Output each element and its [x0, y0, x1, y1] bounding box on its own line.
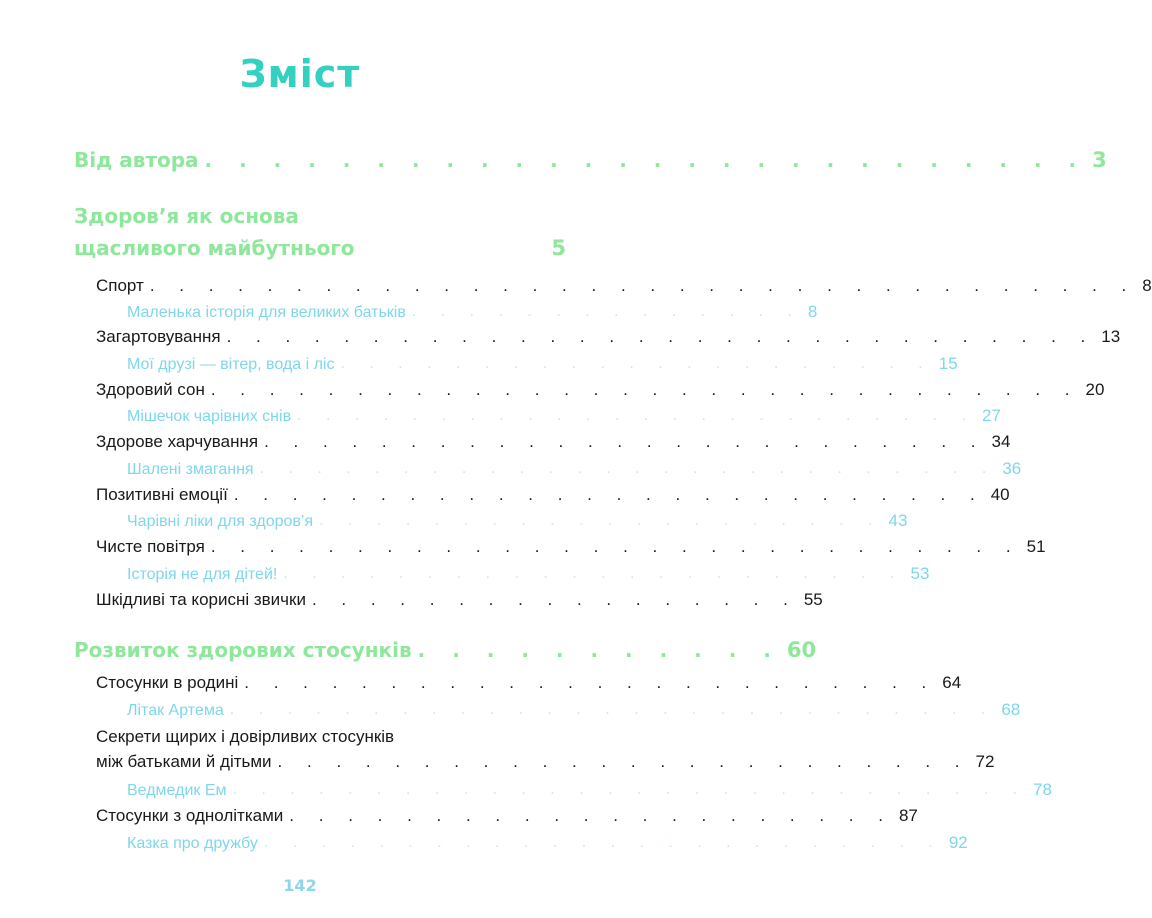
leader-dots: . . . . . . . . . . .	[417, 638, 781, 662]
toc-entry-page: 68	[1001, 700, 1021, 719]
toc-entry-text: щасливого майбутнього	[74, 236, 355, 260]
toc-item-entry	[96, 380, 1105, 400]
toc-entry-page: 20	[1085, 380, 1105, 399]
toc-entry-page: 78	[1033, 780, 1052, 799]
toc-entry-text: Спорт	[96, 276, 144, 295]
page-number: 142	[283, 876, 317, 895]
toc-subentry	[118, 406, 1001, 426]
toc-entry-text: Чарівні ліки для здоров’я	[127, 513, 314, 530]
toc-entry-page: 27	[982, 406, 1001, 425]
toc-subentry	[118, 459, 1022, 479]
toc-entry-text: Позитивні емоції	[96, 485, 228, 504]
toc-entry-text: Історія не для дітей!	[127, 566, 278, 583]
toc-item-entry	[96, 806, 918, 826]
toc-section-entry	[74, 204, 566, 228]
toc-entry-page: 43	[888, 511, 908, 530]
toc-entry-text: Шкідливі та корисні звички	[96, 590, 306, 609]
toc-section-entry	[74, 236, 566, 260]
toc-entry-text: Розвиток здорових стосунків	[74, 638, 412, 662]
toc-item-entry	[96, 276, 1152, 296]
toc-item-entry	[96, 673, 962, 693]
leader-dots: . . . . . . . . . . . . . . . . . . . . . . . . . . . . . .	[226, 327, 1096, 346]
leader-dots: . . . . . . . . . . . . . . . . . . . . . . . .	[244, 673, 937, 692]
leader-dots: . . . . . . . . . . . . . . . . . . . . . . . .	[297, 407, 976, 424]
toc-entry-page: 36	[1002, 459, 1022, 478]
toc-entry-text: між батьками й дітьми	[96, 752, 272, 771]
toc-entry-page: 8	[807, 302, 818, 321]
toc-entry-text: Мої друзі — вітер, вода і ліс	[127, 356, 335, 373]
toc-entry-page: 87	[898, 806, 918, 825]
toc-entry-text: Стосунки з однолітками	[96, 806, 284, 825]
toc-entry-page: 13	[1101, 327, 1121, 346]
leader-dots: . . . . . . . . . . . . . . . . . . . . . . . . . .	[259, 460, 997, 477]
leader-dots: . . . . . . . . . . . . . . . . . . . . . . . . . . . .	[210, 537, 1021, 556]
toc-entry-page: 51	[1026, 537, 1046, 556]
leader-dots: . . . . . . . . . . . . . . . . . . . . . . . . . . . .	[232, 781, 1027, 798]
toc-entry-text: Казка про дружбу	[127, 835, 258, 852]
toc-item-entry	[96, 432, 1011, 452]
leader-dots: . . . . . . . . . . . . . . . . . . . . . . . .	[277, 752, 970, 771]
toc-entry-text: Від автора	[74, 148, 199, 172]
toc-entry-text: Загартовування	[96, 327, 221, 346]
toc-entry-page: 53	[910, 564, 930, 583]
leader-dots: . . . . . . . . . . . . . . . . . . . . . . . . . . . . . . . . . .	[149, 276, 1137, 295]
toc-entry-text: Секрети щирих і довірливих стосунків	[96, 727, 395, 746]
toc-entry-page: 40	[990, 485, 1010, 504]
toc-entry-page: 72	[975, 752, 995, 771]
leader-dots: . . . . . . . . . . . . . . . . .	[311, 590, 798, 609]
toc-subentry	[118, 700, 1021, 720]
toc-item-entry	[96, 327, 1121, 347]
toc-item-entry	[96, 752, 995, 772]
leader-dots: . . . . . . . . . . . . . . . . . . . . . . . . . .	[233, 485, 985, 504]
toc-entry-text: Мішечок чарівних снів	[127, 408, 292, 425]
toc-item-entry	[96, 727, 566, 747]
leader-dots: . . . . . . . . . . . . . . . . . . . . . . . .	[263, 834, 943, 851]
toc-entry-text: Літак Артема	[127, 702, 224, 719]
toc-title: Зміст	[239, 52, 361, 96]
toc-subentry	[118, 833, 968, 853]
toc-subentry	[118, 354, 958, 374]
toc-item-entry	[96, 485, 1010, 505]
toc-entry-page: 15	[938, 354, 958, 373]
leader-dots: . . . . . . . . . . . . . . . . . . . . . . . . . . .	[229, 701, 996, 718]
toc-subentry	[118, 302, 818, 322]
toc-entry-page: 34	[991, 432, 1011, 451]
toc-entry-page: 5	[551, 236, 566, 260]
toc-section-entry	[74, 148, 1107, 172]
toc-subentry	[118, 564, 930, 584]
leader-dots: . . . . . . . . . . . . . . . . . . . . .	[289, 806, 893, 825]
leader-dots: . . . . . . . . . . . . . .	[411, 303, 802, 320]
leader-dots: . . . . . . . . . . . . . . . . . . . . . .	[283, 565, 905, 582]
toc-entry-page: 8	[1142, 276, 1152, 295]
toc-item-entry	[96, 537, 1046, 557]
toc-entry-page: 92	[948, 833, 968, 852]
leader-dots: . . . . . . . . . . . . . . . . . . . . . . . . . . . . . .	[210, 380, 1080, 399]
leader-dots: . . . . . . . . . . . . . . . . . . . . .	[340, 355, 933, 372]
toc-entry-page: 3	[1092, 148, 1107, 172]
toc-entry-text: Здорове харчування	[96, 432, 259, 451]
leader-dots: . . . . . . . . . . . . . . . . . . . . . . . . . .	[204, 148, 1087, 172]
toc-subentry	[118, 511, 908, 531]
toc-entry-page: 64	[942, 673, 962, 692]
toc-entry-text: Маленька історія для великих батьків	[127, 304, 406, 321]
toc-entry-text: Чисте повітря	[96, 537, 205, 556]
toc-entry-text: Шалені змагання	[127, 461, 254, 478]
toc-subentry	[118, 780, 1052, 800]
toc-entry-page: 60	[786, 638, 817, 662]
toc-entry-text: Здоровий сон	[96, 380, 205, 399]
toc-entry-text: Ведмедик Ем	[127, 782, 227, 799]
toc-entry-text: Здоров’я як основа	[74, 204, 299, 228]
toc-entry-text: Стосунки в родині	[96, 673, 239, 692]
toc-item-entry	[96, 590, 823, 610]
toc-section-entry	[74, 638, 817, 662]
leader-dots: . . . . . . . . . . . . . . . . . . . . . . . . .	[264, 432, 986, 451]
leader-dots: . . . . . . . . . . . . . . . . . . . .	[319, 512, 883, 529]
toc-entry-page: 55	[803, 590, 823, 609]
